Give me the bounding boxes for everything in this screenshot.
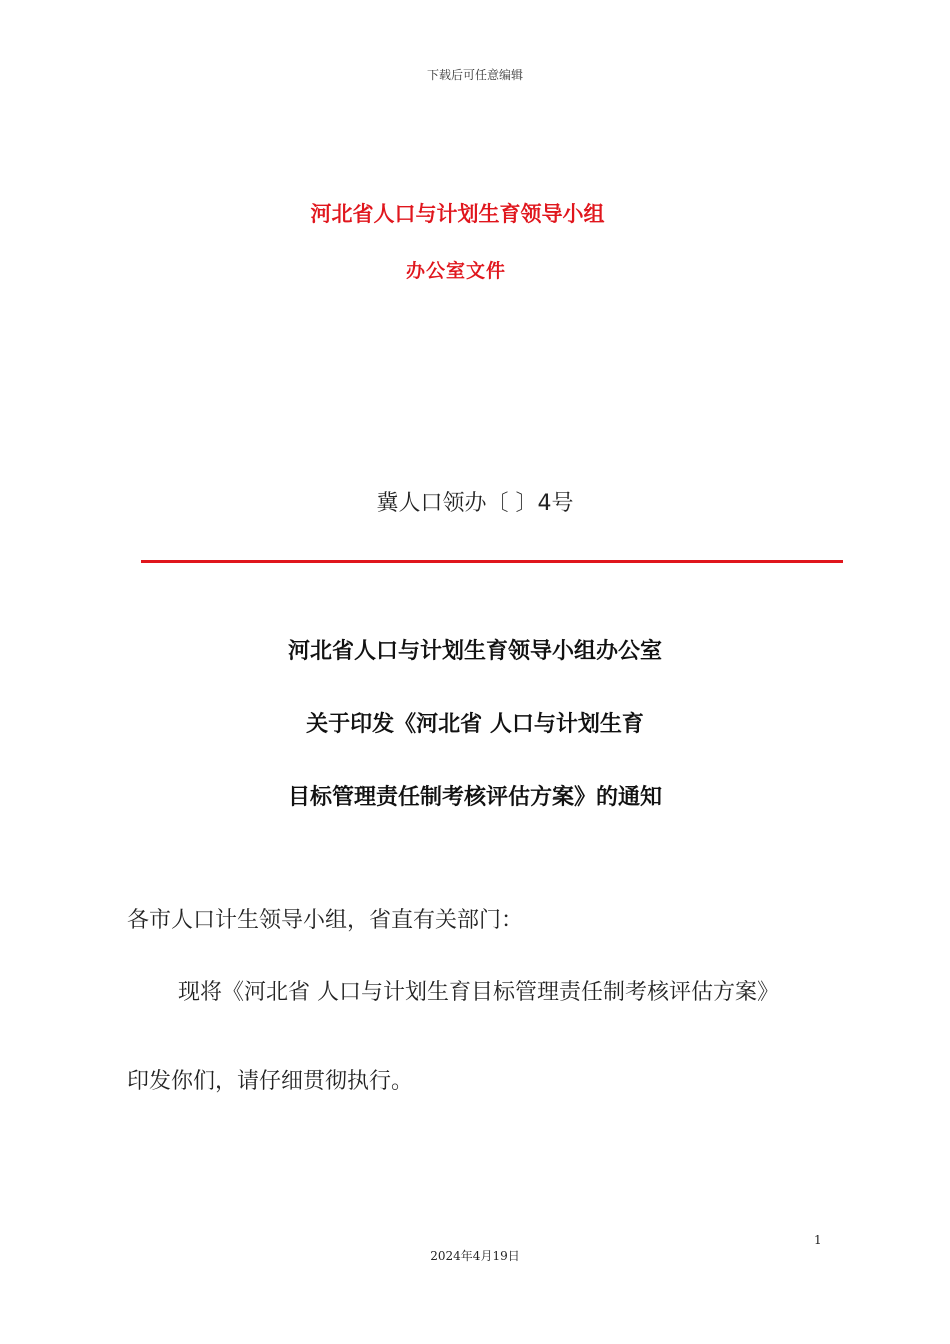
body-paragraph-1: 现将《河北省 人口与计划生育目标管理责任制考核评估方案》 [178,980,779,1005]
letterhead-subtitle: 办公室文件 [405,260,506,282]
letterhead-red-rule [141,560,843,563]
salutation: 各市人口计生领导小组，省直有关部门： [127,908,524,933]
letterhead-title: 河北省人口与计划生育领导小组 [310,202,605,226]
notice-title-line-1: 河北省人口与计划生育领导小组办公室 [287,639,662,664]
footer-date: 2024年4月19日 [430,1249,520,1263]
page-number: 1 [814,1233,822,1247]
body-paragraph-2: 印发你们，请仔细贯彻执行。 [127,1069,414,1094]
document-number: 冀人口领办〔 〕4号 [376,491,574,516]
notice-title-line-2: 关于印发《河北省 人口与计划生育 [306,712,644,737]
header-note: 下载后可任意编辑 [426,68,523,82]
notice-title-line-3: 目标管理责任制考核评估方案》的通知 [287,785,662,810]
